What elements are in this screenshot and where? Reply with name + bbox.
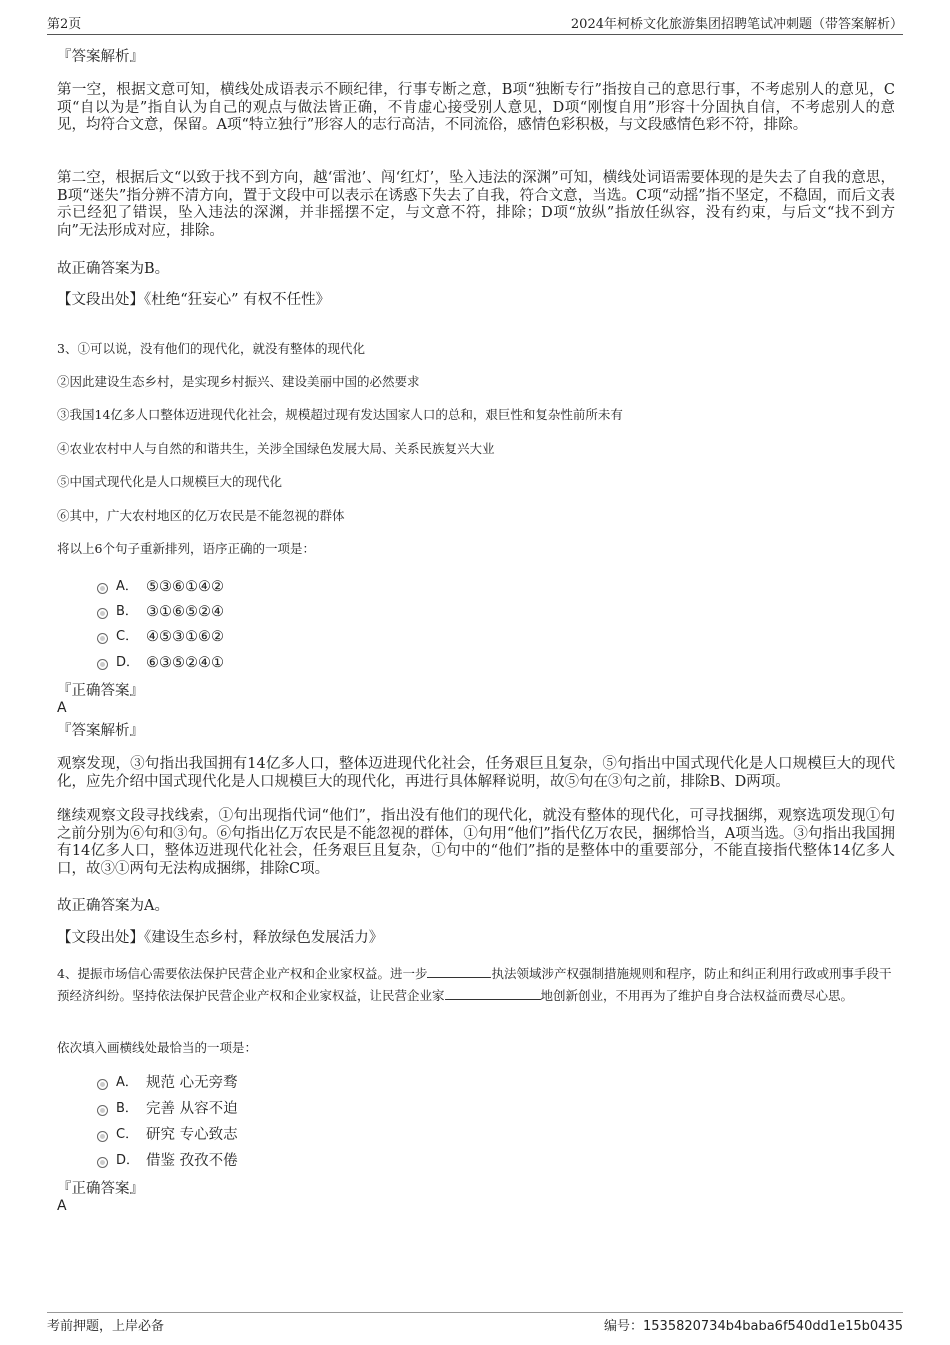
radio-icon[interactable] <box>97 1131 108 1142</box>
document-title: 2024年柯桥文化旅游集团招聘笔试冲刺题（带答案解析） <box>570 16 903 32</box>
conclusion: 故正确答案为B。 <box>57 261 170 277</box>
sentence-6: ⑥其中，广大农村地区的亿万农民是不能忽视的群体 <box>57 508 345 523</box>
question-prompt: 依次填入画横线处最恰当的一项是： <box>57 1040 258 1055</box>
correct-answer-label: 『正确答案』 <box>57 683 144 699</box>
page-header <box>47 12 903 35</box>
option-c[interactable]: C． 研究 专心致志 <box>97 1126 238 1144</box>
radio-icon[interactable] <box>97 659 108 670</box>
correct-answer: A <box>57 700 67 716</box>
page-footer <box>47 1312 903 1335</box>
radio-icon[interactable] <box>97 1079 108 1090</box>
radio-icon[interactable] <box>97 1105 108 1116</box>
analysis-paragraph: 第一空，根据文意可知，横线处成语表示不顾纪律，行事专断之意，B项“独断专行”指按自己的意思行事，不考虑别人的意见，C项“自以为是”指自认为自己的观点与做法皆正确，不肯虚心接受别人意见，D项“刚愎自用”形容十分固执自信，不考虑别人的意见，均符合文意，保留。A项“特立独行”形容人的志行高洁，不同流俗，感情色彩积极，与文段感情色彩不符，排除。 <box>57 82 895 133</box>
footer-slogan: 考前押题，上岸必备 <box>47 1318 165 1334</box>
source-citation: 【文段出处】《建设生态乡村，释放绿色发展活力》 <box>57 930 384 946</box>
sentence-5: ⑤中国式现代化是人口规模巨大的现代化 <box>57 474 283 489</box>
fill-blank-1 <box>427 965 491 978</box>
source-citation: 【文段出处】《杜绝“狂妄心” 有权不任性》 <box>57 292 331 308</box>
sentence-4: ④农业农村中人与自然的和谐共生，关涉全国绿色发展大局、关系民族复兴大业 <box>57 441 495 456</box>
sentence-1: 3、①可以说，没有他们的现代化，就没有整体的现代化 <box>57 341 365 356</box>
radio-icon[interactable] <box>97 583 108 594</box>
option-a[interactable]: A． 规范 心无旁骛 <box>97 1074 238 1092</box>
analysis-label: 『答案解析』 <box>57 49 144 65</box>
option-c[interactable]: C． ④⑤③①⑥② <box>97 628 224 646</box>
sentence-3: ③我国14亿多人口整体迈进现代化社会，规模超过现有发达国家人口的总和，艰巨性和复杂性前所未有 <box>57 407 623 422</box>
option-b[interactable]: B． ③①⑥⑤②④ <box>97 603 224 621</box>
correct-answer-label: 『正确答案』 <box>57 1181 144 1197</box>
sentence-2: ②因此建设生态乡村，是实现乡村振兴、建设美丽中国的必然要求 <box>57 374 420 389</box>
option-d[interactable]: D． 借鉴 孜孜不倦 <box>97 1152 238 1170</box>
analysis-label: 『答案解析』 <box>57 723 144 739</box>
fill-blank-2 <box>445 987 541 1000</box>
option-d[interactable]: D． ⑥③⑤②④① <box>97 654 224 672</box>
option-b[interactable]: B． 完善 从容不迫 <box>97 1100 238 1118</box>
conclusion: 故正确答案为A。 <box>57 898 169 914</box>
analysis-paragraph: 第二空，根据后文“以致于找不到方向，越‘雷池’、闯‘红灯’，坠入违法的深渊”可知，横线处词语需要体现的是失去了自我的意思，B项“迷失”指分辨不清方向，置于文段中可以表示在诱惑下失去了自我，符合文意，当选。C项“动摇”指不坚定，不稳固，而后文表示已经犯了错误，坠入违法的深渊，并非摇摆不定，与文意不符，排除；D项“放纵”指放任纵容，没有约束，与后文“找不到方向”无法形成对应，排除。 <box>57 170 895 239</box>
question-prompt: 将以上6个句子重新排列，语序正确的一项是： <box>57 541 315 556</box>
analysis-paragraph: 继续观察文段寻找线索，①句出现指代词“他们”，指出没有他们的现代化，就没有整体的现代化，可寻找捆绑，观察选项发现①句之前分别为⑥句和③句。⑥句指出亿万农民是不能忽视的群体，①句用“他们”指代亿万农民，捆绑恰当，A项当选。③句指出我国拥有14亿多人口，整体迈进现代化社会，任务艰巨且复杂，①句中的“他们”指的是整体中的重要部分，不能直接指代整体14亿多人口，故③①两句无法构成捆绑，排除C项。 <box>57 808 895 877</box>
question-stem: 4、提振市场信心需要依法保护民营企业产权和企业家权益。进一步 执法领域涉产权强制措施规则和程序，防止和纠正利用行政或刑事手段干预经济纠纷。坚持依法保护民营企业产权和企业家权益，让民营企业家 地创新创业，不用再为了维护自身合法权益而费尽心思。 <box>57 966 892 1003</box>
radio-icon[interactable] <box>97 633 108 644</box>
correct-answer: A <box>57 1198 67 1214</box>
document-code: 编号：1535820734b4baba6f540dd1e15b0435 <box>604 1318 903 1334</box>
radio-icon[interactable] <box>97 608 108 619</box>
radio-icon[interactable] <box>97 1157 108 1168</box>
option-a[interactable]: A． ⑤③⑥①④② <box>97 578 224 596</box>
page-number: 第2页 <box>47 16 82 32</box>
analysis-paragraph: 观察发现，③句指出我国拥有14亿多人口，整体迈进现代化社会，任务艰巨且复杂，⑤句指出中国式现代化是人口规模巨大的现代化，应先介绍中国式现代化是人口规模巨大的现代化，再进行具体解释说明，故⑤句在③句之前，排除B、D两项。 <box>57 756 895 790</box>
